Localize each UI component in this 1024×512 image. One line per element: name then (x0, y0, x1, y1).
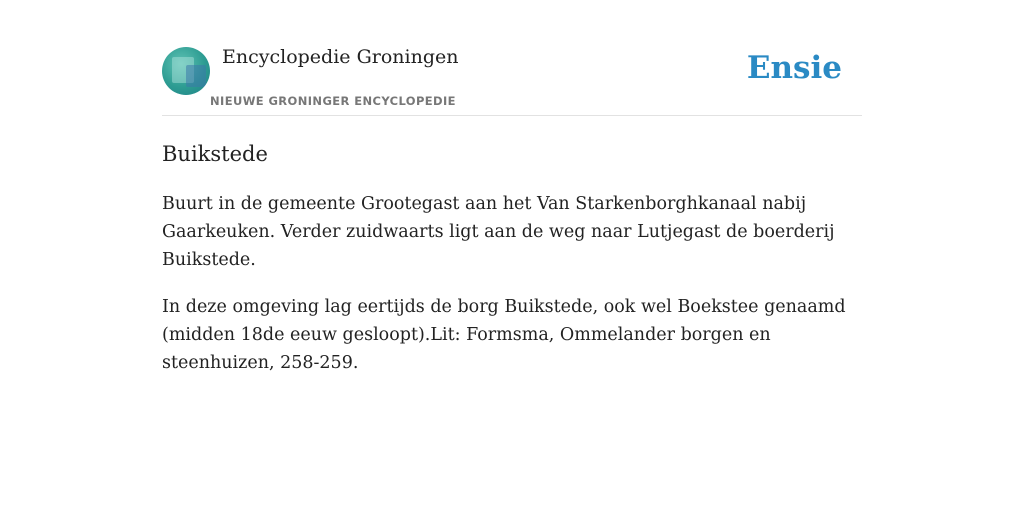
book-cover-back-icon (186, 65, 206, 87)
article-paragraph: Buurt in de gemeente Grootegast aan het Van Starkenborghkanaal nabij Gaarkeuken. Verder zuidwaarts ligt aan de weg naar Lutjegast de boerderij Buikstede. (162, 194, 835, 270)
article (162, 138, 862, 396)
site-title[interactable]: Encyclopedie Groningen (222, 46, 459, 68)
site-subtitle: NIEUWE GRONINGER ENCYCLOPEDIE (210, 94, 456, 108)
site-header (162, 40, 862, 116)
article-paragraph: In deze omgeving lag eertijds de borg Buikstede, ook wel Boekstee genaamd (midden 18de eeuw gesloopt).Lit: Formsma, Ommelander borgen en steenhuizen, 258-259. (162, 297, 846, 373)
ensie-brand-logo[interactable]: Ensie (746, 50, 842, 86)
article-title: Buikstede (162, 142, 268, 166)
site-logo-avatar[interactable] (162, 47, 210, 95)
